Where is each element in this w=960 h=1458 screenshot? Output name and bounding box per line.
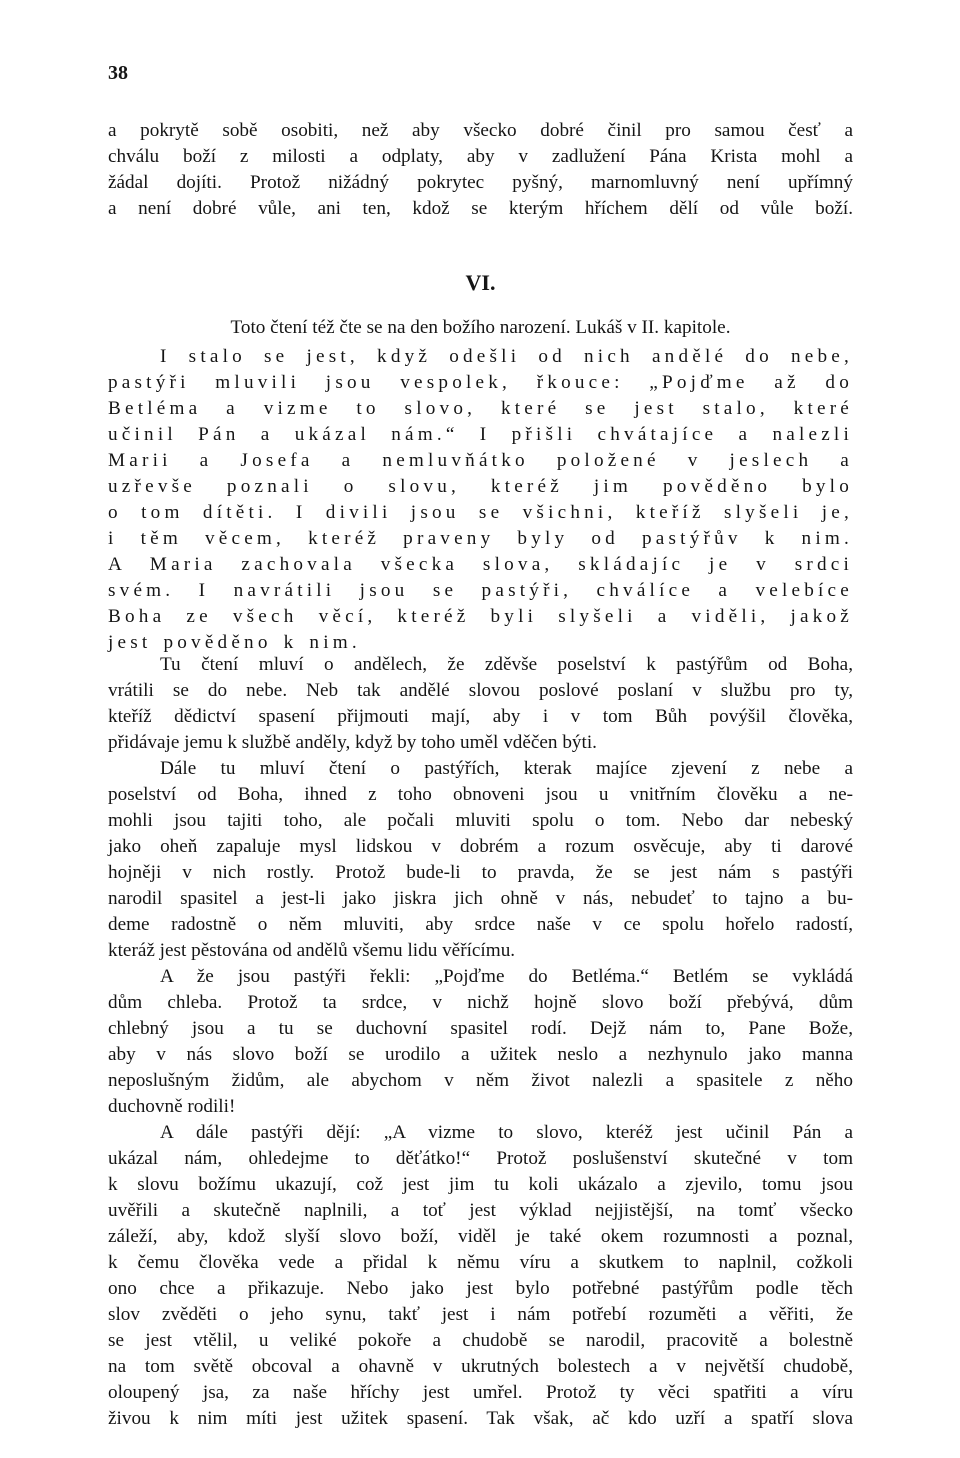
text-line: chválu boží z milosti a odplaty, aby v zadlužení Pána Krista mohl a [108,146,853,167]
text-line: uvěřili a skutečně naplnili, a toť jest výklad nejjistější, na tomť všecko [108,1200,853,1221]
scripture-line: Marii a Josefa a nemluvňátko položené v jeslech a [108,450,853,471]
text-line: ukázal nám, ohledejme to děťátko!“ Protož poslušenství skutečné v tom [108,1148,853,1169]
scripture-passage [108,344,853,656]
intro-paragraph [108,118,853,222]
text-line: A že jsou pastýři řekli: „Pojďme do Betléma.“ Betlém se vykládá [160,966,853,987]
text-line: kteráž jest pěstována od andělů všemu lidu věřícímu. [108,940,516,961]
page-number: 38 [108,62,128,84]
text-line: A dále pastýři dějí: „A vizme to slovo, kteréž jest učinil Pán a [160,1122,853,1143]
text-line: slov zvěděti o jeho synu, takť jest i nám potřebí rozuměti a věřiti, že [108,1304,853,1325]
text-line: žádal dojíti. Protož nižádný pokrytec pyšný, marnomluvný není upřímný [108,172,853,193]
text-line: Tu čtení mluví o andělech, že zděvše poselství k pastýřům od Boha, [160,654,853,675]
text-line: deme radostně o něm mluviti, aby srdce naše v ce spolu hořelo radostí, [108,914,853,935]
scripture-line: Boha ze všech věcí, kteréž byli slyšeli a viděli, jakož [108,606,853,627]
scripture-line: I stalo se jest, když odešli od nich andělé do nebe, [160,346,853,367]
scripture-line: A Maria zachovala všecka slova, skládajíc je v srdci [108,554,853,575]
text-line: duchovně rodili! [108,1096,236,1117]
text-line: a není dobré vůle, ani ten, kdož se kterým hříchem dělí od vůle boží. [108,198,853,219]
section-heading: VI. [465,270,496,295]
text-line: dům chleba. Protož ta srdce, v nichž hojně slovo boží přebývá, dům [108,992,853,1013]
text-line: Dále tu mluví čtení o pastýřích, kterak majíce zjevení z nebe a [160,758,853,779]
text-line: přidávaje jemu k službě anděly, když by toho uměl vděčen býti. [108,732,597,753]
text-line: na tom světě obcoval a ohavně v ukrutných bolestech a v největší chudobě, [108,1356,853,1377]
text-line: hojněji v nich rostly. Protož bude-li to pravda, že se jest nám s pastýři [108,862,853,883]
section-subheading: Toto čtení též čte se na den božího narození. Lukáš v II. kapitole. [230,317,731,338]
text-line: vrátili se do nebe. Neb tak andělé slovou poslové poslaní v službu pro ty, [108,680,853,701]
text-line: k čemu člověka vede a přidal k němu víru a skutkem to naplnil, cožkoli [108,1252,853,1273]
scripture-line: svém. I navrátili jsou se pastýři, chválíce a velebíce [108,580,853,601]
scripture-line: učinil Pán a ukázal nám.“ I přišli chvátajíce a nalezli [108,424,853,445]
text-line: mohli jsou tajiti toho, ale počali mluviti spolu o tom. Nebo dar nebeský [108,810,853,831]
commentary-text [108,652,853,1432]
text-line: kteříž dědictví spasení přijmouti mají, aby i v tom Bůh povýšil člověka, [108,706,853,727]
scripture-line: uzřevše poznali o slovu, kteréž jim pověděno bylo [108,476,853,497]
scripture-line: pastýři mluvili jsou vespolek, řkouce: „Pojďme až do [108,372,853,393]
text-line: živou k nim míti jest užitek spasení. Tak však, ač kdo uzří a spatří slova [108,1408,853,1429]
text-line: oloupený jsa, za naše hříchy jest umřel. Protož ty věci spatřiti a víru [108,1382,853,1403]
scripture-line: i těm věcem, kteréž praveny byly od pastýřův k nim. [108,528,853,549]
text-line: aby v nás slovo boží se urodilo a užitek neslo a nezhynulo jako manna [108,1044,853,1065]
text-line: jako oheň zapaluje mysl lidskou v dobrém a rozum osvěcuje, aby ti darové [108,836,853,857]
scripture-line: Betléma a vizme to slovo, které se jest stalo, které [108,398,853,419]
text-line: a pokrytě sobě osobiti, než aby všecko dobré činil pro samou česť a [108,120,853,141]
text-line: neposlušným židům, ale abychom v něm život nalezli a spasitele z něho [108,1070,853,1091]
text-line: k slovu božímu ukazují, což jest jim tu koli ukázalo a zjevilo, tomu jsou [108,1174,853,1195]
text-line: chlebný jsou a tu se duchovní spasitel rodí. Dejž nám to, Pane Bože, [108,1018,853,1039]
text-line: narodil spasitel a jest-li jako jiskra jich ohně v nás, nebudeť to tajno a bu- [108,888,853,909]
text-line: záleží, aby, kdož slyší slovo boží, viděl je také okem rozumnosti a poznal, [108,1226,853,1247]
scripture-line: o tom dítěti. I divili jsou se všichni, kteříž slyšeli je, [108,502,853,523]
scripture-line: jest pověděno k nim. [108,632,361,653]
text-line: poselství od Boha, ihned z toho obnoveni jsou u vnitřním člověku a ne- [108,784,853,805]
text-line: se jest vtělil, u veliké pokoře a chudobě se narodil, pracovitě a bolestně [108,1330,853,1351]
text-line: ono chce a přikazuje. Nebo jako jest bylo potřebné pastýřům podle těch [108,1278,853,1299]
